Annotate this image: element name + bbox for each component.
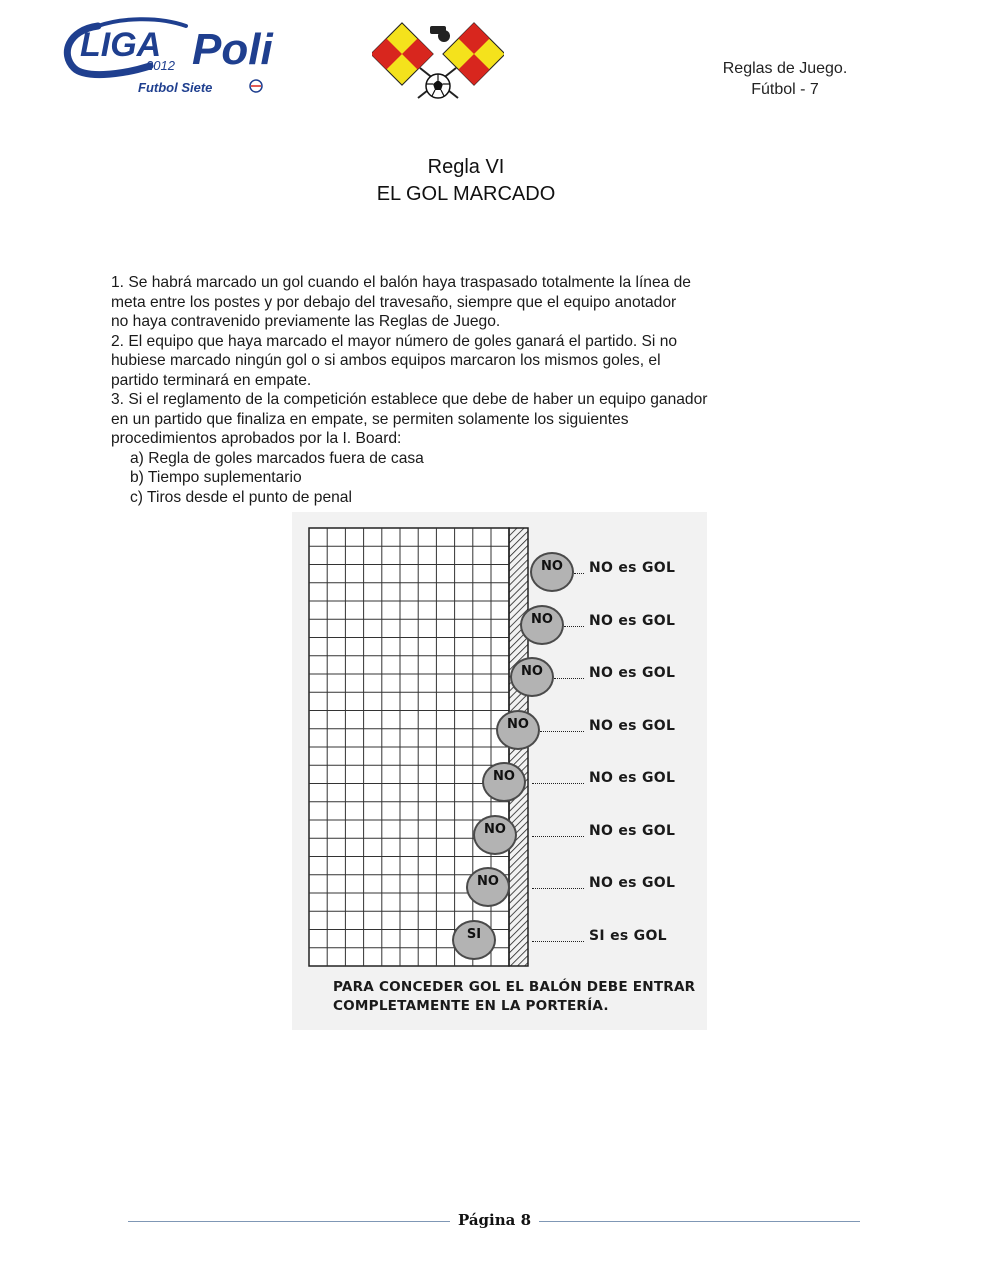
procedure-item: b) Tiempo suplementario bbox=[130, 469, 302, 486]
rule-title bbox=[0, 154, 932, 208]
ball-row bbox=[292, 552, 707, 596]
ball-row bbox=[292, 815, 707, 859]
rules-list bbox=[97, 273, 777, 507]
goal-status-label: NO es GOL bbox=[589, 822, 676, 839]
leader-dots bbox=[540, 730, 584, 732]
document-header bbox=[700, 58, 870, 100]
procedure-item: c) Tiros desde el punto de penal bbox=[130, 488, 352, 506]
doc-title: Reglas de Juego. bbox=[722, 60, 848, 77]
rule-number: Regla VI bbox=[427, 156, 505, 178]
leader-dots bbox=[554, 677, 584, 679]
rule-item-line: El equipo que haya marcado el mayor número de goles ganará el partido. Si no bbox=[124, 332, 678, 350]
leader-dots bbox=[532, 887, 584, 889]
liga-poli-logo bbox=[58, 14, 283, 100]
ball-row bbox=[292, 710, 707, 754]
page-number: Página 8 bbox=[457, 1211, 532, 1229]
logo-year: 2012 bbox=[146, 58, 175, 73]
ball-row bbox=[292, 762, 707, 806]
ball-marker: NO bbox=[482, 762, 526, 802]
procedure-item: a) Regla de goles marcados fuera de casa bbox=[130, 449, 424, 467]
logo-poli-text: Poli bbox=[192, 25, 273, 74]
goal-status-label: NO es GOL bbox=[589, 770, 676, 786]
diagram-caption bbox=[333, 978, 703, 1016]
rule-item-number: 2. bbox=[111, 332, 125, 350]
rule-item-line: Se habrá marcado un gol cuando el balón haya traspasado totalmente la línea de bbox=[124, 274, 691, 291]
goal-line-diagram bbox=[292, 512, 707, 1030]
leader-dots bbox=[532, 940, 584, 942]
goal-status-label: NO es GOL bbox=[589, 612, 676, 629]
ball-marker: NO bbox=[496, 710, 540, 750]
rule-item-number: 1. bbox=[111, 274, 125, 291]
goal-status-label: NO es GOL bbox=[589, 665, 676, 681]
logo-subtitle: Futbol Siete bbox=[138, 80, 213, 95]
ball-row bbox=[292, 605, 707, 649]
rule-item-line: Si el reglamento de la competición establece que debe de haber un equipo ganador bbox=[124, 391, 708, 408]
rule-item-line: no haya contravenido previamente las Reglas de Juego. bbox=[111, 313, 501, 330]
leader-dots bbox=[532, 835, 584, 837]
leader-dots bbox=[574, 572, 584, 574]
leader-dots bbox=[564, 625, 584, 627]
referee-flags-ball-icon bbox=[372, 22, 504, 102]
goal-status-label: SI es GOL bbox=[589, 927, 667, 944]
rule-item-number: 3. bbox=[111, 391, 125, 408]
rule-item bbox=[97, 390, 777, 449]
caption-line: PARA CONCEDER GOL EL BALÓN DEBE ENTRAR bbox=[333, 979, 696, 995]
ball-marker: NO bbox=[510, 657, 554, 697]
goal-status-label: NO es GOL bbox=[589, 875, 676, 891]
rule-item bbox=[97, 273, 777, 332]
leader-dots bbox=[532, 782, 584, 784]
ball-marker: NO bbox=[520, 605, 564, 645]
ball-row bbox=[292, 657, 707, 701]
footer-divider-left bbox=[128, 1221, 450, 1222]
rule-item-line: procedimientos aprobados por la I. Board: bbox=[111, 430, 402, 447]
ball-marker: NO bbox=[466, 867, 510, 907]
goal-status-label: NO es GOL bbox=[589, 560, 676, 576]
ball-marker: NO bbox=[530, 552, 574, 592]
doc-subtitle: Fútbol - 7 bbox=[751, 81, 819, 98]
ball-marker: SI bbox=[452, 920, 496, 960]
ball-row bbox=[292, 867, 707, 911]
rule-item-line: meta entre los postes y por debajo del travesaño, siempre que el equipo anotador bbox=[111, 293, 677, 311]
rule-item-line: hubiese marcado ningún gol o si ambos equipos marcaron los mismos goles, el bbox=[111, 352, 661, 369]
goal-status-label: NO es GOL bbox=[589, 717, 676, 734]
rule-item-line: en un partido que finaliza en empate, se permiten solamente los siguientes bbox=[111, 410, 629, 428]
rule-name: EL GOL MARCADO bbox=[376, 183, 556, 205]
ball-marker: NO bbox=[473, 815, 517, 855]
rule-item-line: partido terminará en empate. bbox=[111, 371, 312, 389]
logo-liga-text: LIGA bbox=[80, 26, 162, 64]
footer-divider-right bbox=[539, 1221, 860, 1222]
caption-line: COMPLETAMENTE EN LA PORTERÍA. bbox=[333, 998, 609, 1014]
ball-row bbox=[292, 920, 707, 964]
rule-item bbox=[97, 332, 777, 391]
